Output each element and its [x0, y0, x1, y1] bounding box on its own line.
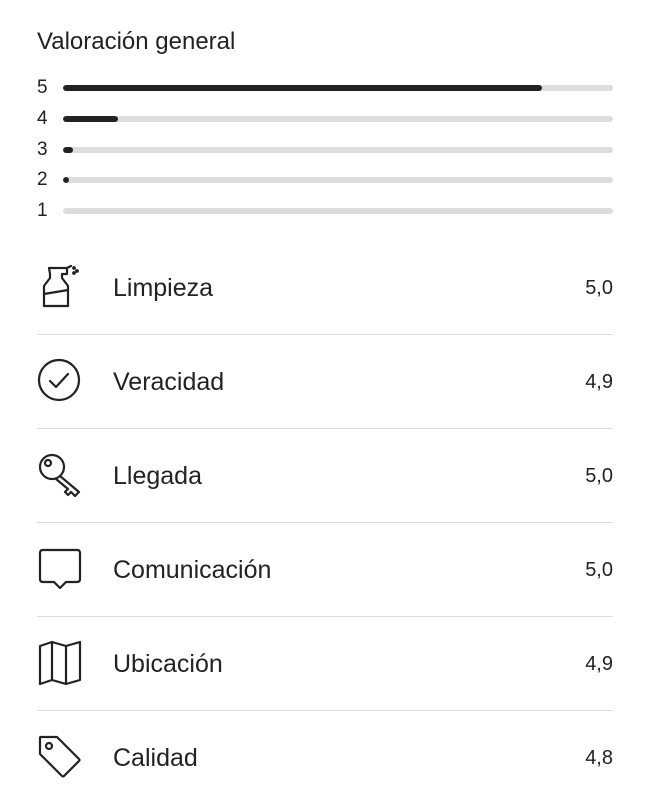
- spray-bottle-icon: [37, 264, 83, 310]
- histogram-label: 3: [37, 139, 48, 160]
- category-row-communication: [37, 523, 613, 617]
- histogram-bar-track: [63, 177, 613, 183]
- category-score: 4,8: [585, 747, 613, 769]
- category-label: Limpieza: [113, 274, 214, 302]
- category-score: 4,9: [585, 653, 613, 675]
- histogram-row-5: [37, 75, 613, 101]
- category-label: Ubicación: [113, 650, 223, 678]
- histogram-bar-track: [63, 85, 613, 91]
- category-row-value: [37, 711, 613, 805]
- histogram-label: 5: [37, 77, 48, 98]
- category-score: 5,0: [585, 465, 613, 487]
- histogram-bar-track: [63, 147, 613, 153]
- category-score: 5,0: [585, 559, 613, 581]
- category-row-location: [37, 617, 613, 711]
- histogram-bar-track: [63, 208, 613, 214]
- category-score: 4,9: [585, 371, 613, 393]
- category-score: 5,0: [585, 277, 613, 299]
- category-label: Veracidad: [113, 368, 225, 396]
- histogram-bar-track: [63, 116, 613, 122]
- histogram-bar-fill: [63, 147, 73, 153]
- key-icon: [37, 452, 83, 498]
- histogram-bar-fill: [63, 116, 118, 122]
- category-row-check-in: [37, 429, 613, 523]
- section-title: Valoración general: [37, 28, 236, 55]
- histogram-row-1: [37, 198, 613, 224]
- histogram-label: 2: [37, 169, 48, 190]
- category-label: Comunicación: [113, 556, 272, 584]
- message-bubble-icon: [37, 546, 83, 592]
- histogram-label: 1: [37, 200, 48, 221]
- category-label: Calidad: [113, 744, 198, 772]
- category-row-cleanliness: [37, 241, 613, 335]
- map-icon: [37, 640, 83, 686]
- category-row-accuracy: [37, 335, 613, 429]
- histogram-bar-fill: [63, 85, 542, 91]
- histogram-row-3: [37, 137, 613, 163]
- tag-icon: [37, 734, 83, 780]
- category-label: Llegada: [113, 462, 202, 490]
- check-circle-icon: [37, 358, 83, 404]
- histogram-label: 4: [37, 108, 48, 129]
- histogram-row-4: [37, 106, 613, 132]
- histogram-bar-fill: [63, 177, 69, 183]
- histogram-row-2: [37, 167, 613, 193]
